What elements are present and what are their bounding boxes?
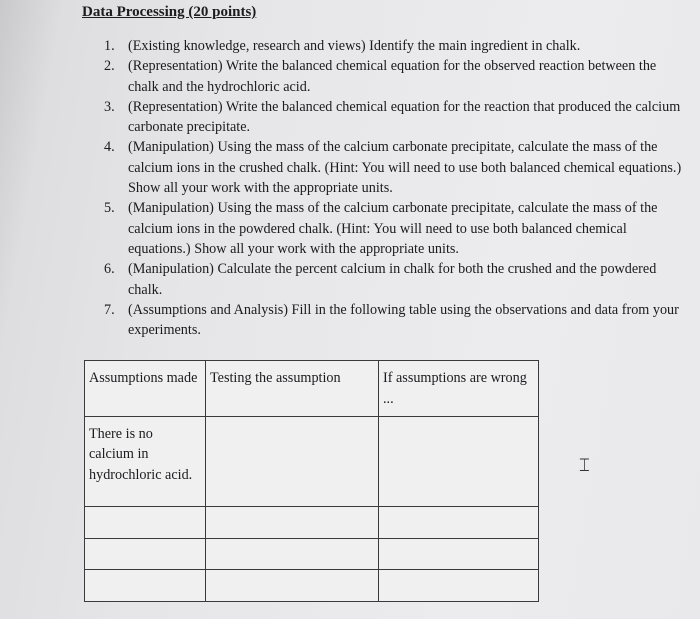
table-header-row [85,361,539,417]
question-list [100,36,685,340]
table-cell[interactable]: There is no calcium in hydrochloric acid. [85,416,206,507]
table-row [85,538,539,570]
question-text: (Manipulation) Using the mass of the calcium carbonate precipitate, calculate the mass of the calcium ions in the crushed chalk. (Hint: You will need to use both balanced chemical equations.) Show all your work with the appropriate units. [128,139,682,197]
question-number: 1. [104,38,115,54]
question-item [100,137,685,198]
question-item [100,259,685,300]
question-number: 3. [104,98,115,115]
header-if-wrong: If assumptions are wrong ... [379,361,539,417]
table-row [85,570,539,602]
text-cursor-icon: ⌶ [579,455,590,476]
question-number: 5. [104,200,115,217]
table-cell[interactable] [206,570,379,602]
question-text: (Representation) Write the balanced chemical equation for the reaction that produced the calcium carbonate precipitate. [128,98,681,136]
question-text: (Representation) Write the balanced chemical equation for the observed reaction between the chalk and the hydrochloric acid. [128,58,657,95]
table-cell[interactable] [379,570,539,602]
question-item [100,56,685,97]
question-item [100,198,685,259]
page-title: Data Processing (20 points) [82,4,257,20]
table-row [85,416,539,507]
table-cell[interactable] [379,538,539,570]
assumptions-table [84,360,539,602]
question-text: (Manipulation) Calculate the percent calcium in chalk for both the crushed and the powdered chalk. [128,261,657,298]
table-cell[interactable] [85,507,206,539]
question-number: 6. [104,261,115,278]
header-testing: Testing the assumption [206,361,379,417]
table-cell[interactable] [206,416,379,507]
question-item [100,300,685,341]
question-item [100,97,685,138]
table-cell[interactable] [206,538,379,570]
question-number: 7. [104,301,115,318]
header-assumptions: Assumptions made [85,361,206,417]
question-number: 4. [104,139,115,156]
table-cell[interactable] [379,507,539,539]
question-item [100,36,685,56]
question-text: (Manipulation) Using the mass of the calcium carbonate precipitate, calculate the mass of the calcium ions in the powdered chalk. (Hint: You will need to use both balanced chemical equations.) Show all your work with the appropriate units. [128,200,658,257]
question-number: 2. [104,58,115,75]
table-cell[interactable] [85,570,206,602]
question-text: (Assumptions and Analysis) Fill in the following table using the observations and data from your experiments. [128,301,679,339]
table-cell[interactable] [206,507,379,539]
table-row [85,507,539,539]
question-text: (Existing knowledge, research and views) Identify the main ingredient in chalk. [128,38,581,54]
table-cell[interactable] [85,538,206,570]
table-cell[interactable] [379,416,539,507]
